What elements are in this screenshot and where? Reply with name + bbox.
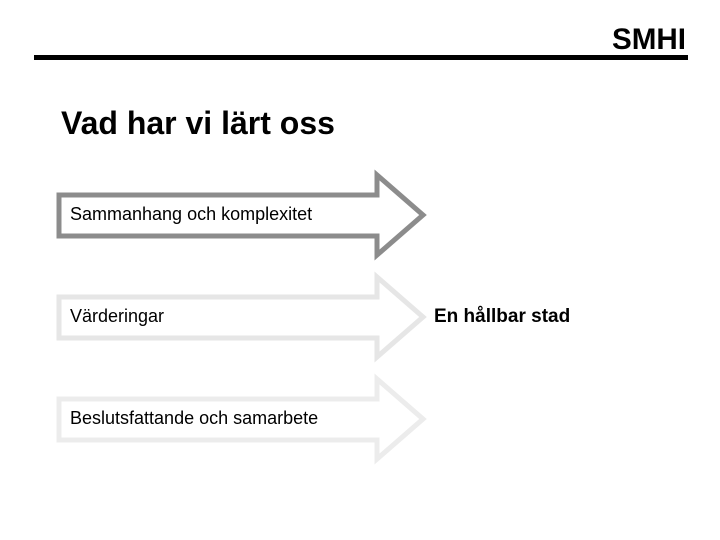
slide-title: Vad har vi lärt oss [61, 105, 335, 141]
arrow-label-beslutsfattande: Beslutsfattande och samarbete [70, 408, 319, 428]
svg-text:SMHI: SMHI [612, 23, 686, 54]
outcome-text: En hållbar stad [434, 306, 571, 327]
arrow-label-varderingar: Värderingar [70, 306, 165, 326]
arrow-label-sammanhang: Sammanhang och komplexitet [70, 204, 313, 224]
